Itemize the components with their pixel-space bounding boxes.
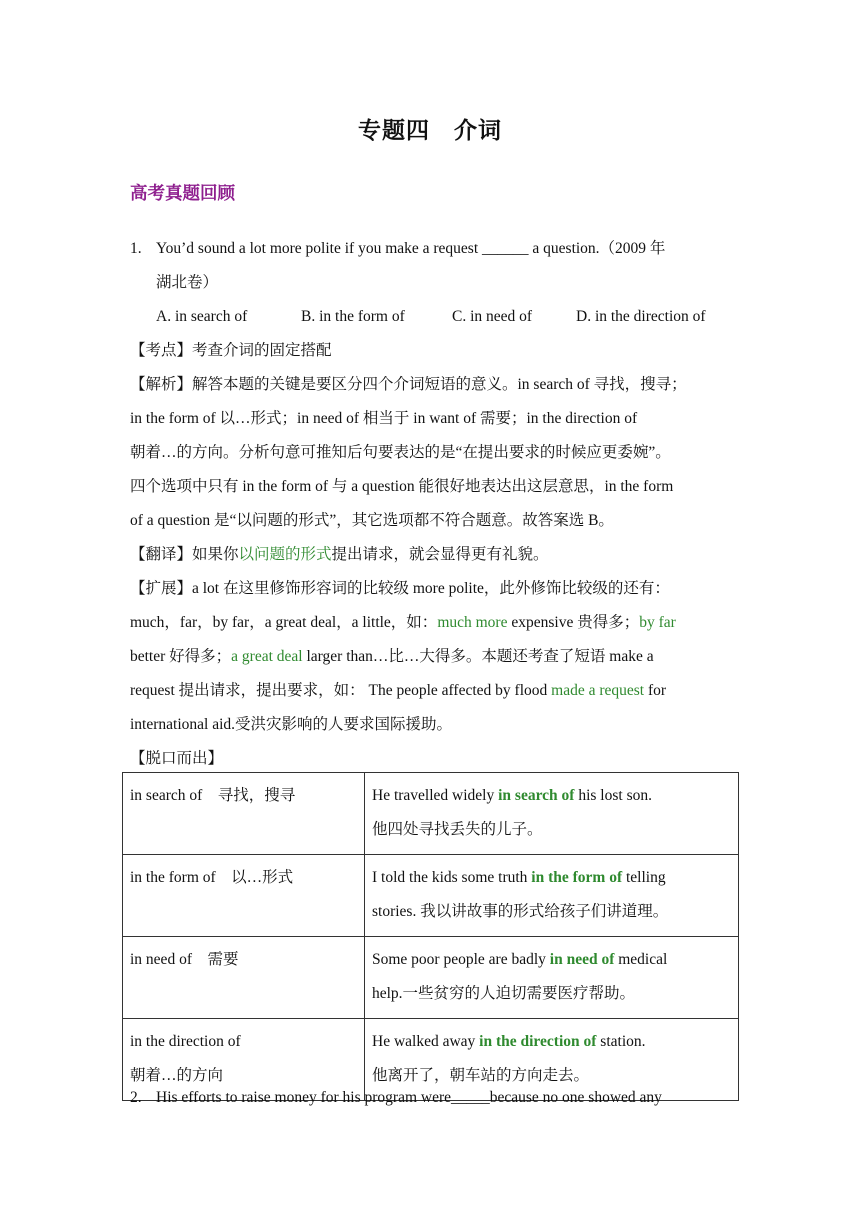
example-line [372, 861, 731, 895]
q1-option-b: B. in the form of [301, 308, 405, 325]
q2-number: 2. [130, 1089, 142, 1106]
q1-stem-text: You’d sound a lot more polite if you make a request ______ a question.（2009 年 [156, 240, 666, 257]
page-title: 专题四 介词 [358, 118, 502, 144]
q1-jiexi-line: 四个选项中只有 in the form of 与 a question 能很好地表达出这层意思，in the form [130, 478, 674, 495]
phrase-text: in the form of 以…形式 [130, 869, 294, 886]
example-text: I told the kids some truth [372, 869, 532, 886]
table-row [123, 937, 739, 1019]
kuozhan-highlight: a great deal [231, 648, 303, 665]
example-highlight: in need of [549, 951, 615, 968]
q2-stem-text: His efforts to raise money for his program were [156, 1089, 451, 1106]
q2-stem-line1 [130, 1088, 662, 1108]
phrase-cell [123, 773, 365, 855]
table-row [123, 855, 739, 937]
example-text: medical [614, 951, 668, 968]
q1-kuozhan-line3 [130, 647, 654, 667]
phrase-table [122, 772, 739, 1101]
section-heading: 高考真题回顾 [130, 184, 235, 204]
example-text: He travelled widely [372, 787, 499, 804]
example-text: He walked away [372, 1033, 480, 1050]
phrase-cell [123, 937, 365, 1019]
example-cell [365, 937, 739, 1019]
kuozhan-text: for [644, 682, 667, 699]
example-text: Some poor people are badly [372, 951, 550, 968]
kuozhan-text: expensive 贵得多； [507, 614, 640, 631]
phrase-text: in the direction of [130, 1033, 241, 1050]
q1-number: 1. [130, 240, 142, 257]
fanyi-suffix: 提出请求，就会显得更有礼貌。 [331, 546, 549, 563]
q1-fanyi [130, 545, 549, 565]
example-translation: help.一些贫穷的人迫切需要医疗帮助。 [372, 985, 636, 1002]
q1-jiexi-line: of a question 是“以问题的形式”，其它选项都不符合题意。故答案选 B。 [130, 512, 614, 529]
kuozhan-text: much，far，by far，a great deal，a little，如： [130, 614, 438, 631]
q2-blank: _____ [451, 1089, 490, 1106]
kuozhan-text: request 提出请求，提出要求，如： The people affected by flood [130, 682, 552, 699]
example-translation: 他离开了，朝车站的方向走去。 [372, 1067, 590, 1084]
q1-stem-line2: 湖北卷） [156, 274, 219, 291]
q1-jiexi-line: 朝着…的方向。分析句意可推知后句要表达的是“在提出要求的时候应更委婉”。 [130, 444, 671, 461]
example-highlight: in the direction of [479, 1033, 597, 1050]
example-line [372, 943, 731, 977]
example-text: his lost son. [574, 787, 652, 804]
example-text: telling [622, 869, 666, 886]
fanyi-prefix: 【翻译】如果你 [130, 546, 239, 563]
q1-stem-line1 [130, 239, 665, 259]
example-line [372, 779, 731, 813]
q1-kaodian: 【考点】考查介词的固定搭配 [130, 342, 332, 359]
kuozhan-text: larger than…比…大得多。本题还考查了短语 make a [302, 648, 654, 665]
tuokou-heading: 【脱口而出】 [130, 750, 224, 767]
phrase-text: in search of 寻找，搜寻 [130, 787, 296, 804]
q1-kuozhan-line4 [130, 681, 666, 701]
example-line [372, 1025, 731, 1059]
q1-option-d: D. in the direction of [576, 308, 706, 325]
q1-kuozhan-line1: 【扩展】a lot 在这里修饰形容词的比较级 more polite，此外修饰比较级的还有： [130, 580, 670, 597]
phrase-text: in need of 需要 [130, 951, 239, 968]
example-translation: stories. 我以讲故事的形式给孩子们讲道理。 [372, 903, 669, 920]
kuozhan-highlight: by far [639, 614, 676, 631]
phrase-meaning: 朝着…的方向 [130, 1067, 224, 1084]
kuozhan-highlight: much more [437, 614, 508, 631]
q1-jiexi-line: in the form of 以…形式；in need of 相当于 in want of 需要；in the direction of [130, 410, 638, 427]
q1-kuozhan-line5: international aid.受洪灾影响的人要求国际援助。 [130, 716, 453, 733]
kuozhan-text: better 好得多； [130, 648, 232, 665]
example-cell [365, 855, 739, 937]
example-translation: 他四处寻找丢失的儿子。 [372, 821, 543, 838]
q1-jiexi-line: 【解析】解答本题的关键是要区分四个介词短语的意义。in search of 寻找，搜寻； [130, 376, 687, 393]
example-cell [365, 773, 739, 855]
example-text: station. [596, 1033, 646, 1050]
q2-stem-text: because no one showed any [489, 1089, 662, 1106]
example-highlight: in the form of [531, 869, 623, 886]
example-highlight: in search of [498, 787, 575, 804]
table-row [123, 773, 739, 855]
phrase-cell [123, 855, 365, 937]
fanyi-highlight: 以问题的形式 [238, 546, 332, 563]
kuozhan-highlight: made a request [551, 682, 645, 699]
q1-kuozhan-line2 [130, 613, 676, 633]
q1-option-c: C. in need of [452, 308, 533, 325]
q1-option-a: A. in search of [156, 308, 248, 325]
